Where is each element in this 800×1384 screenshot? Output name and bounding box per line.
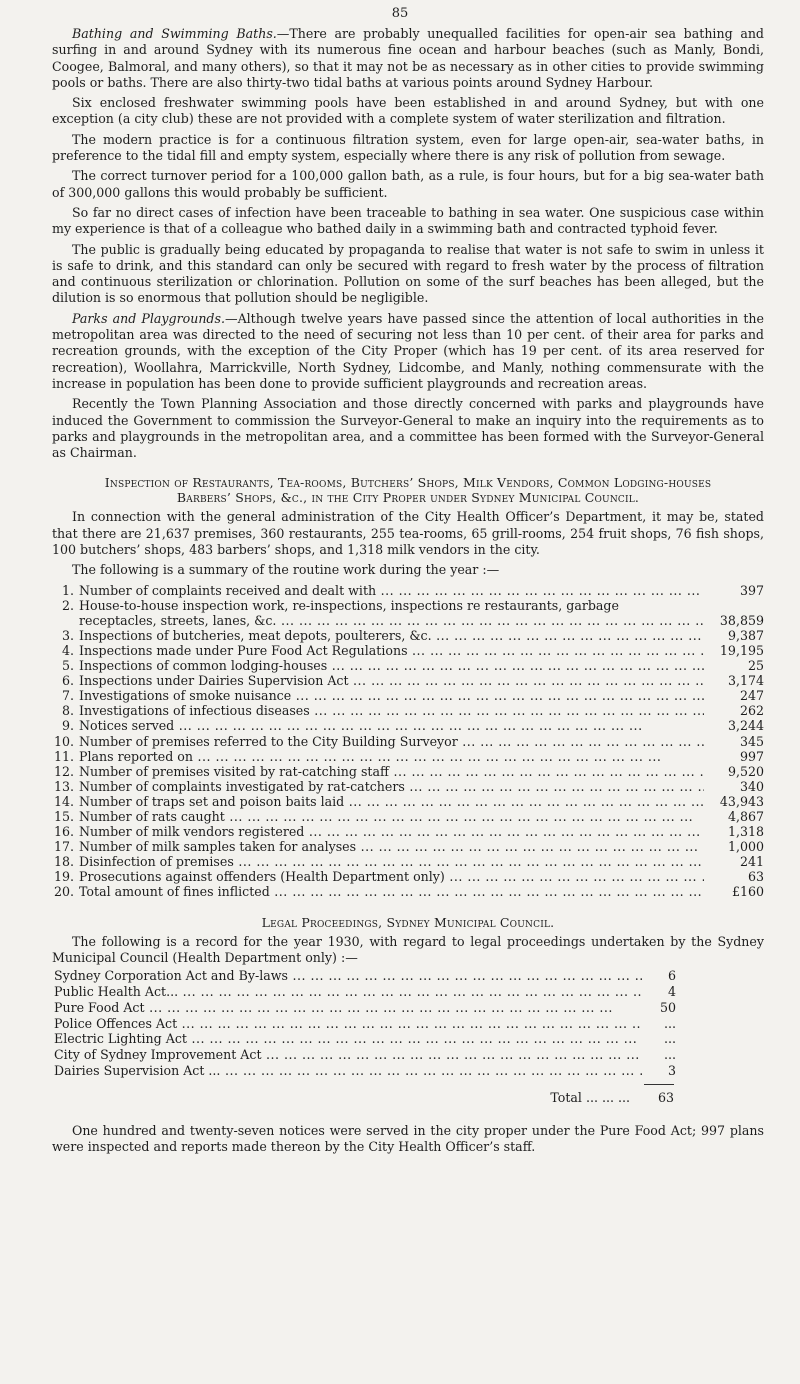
row-value: 25 <box>747 658 764 674</box>
legal-row <box>54 968 676 984</box>
summary-row <box>52 658 764 673</box>
row-number: 17. <box>53 839 74 855</box>
legal-act-value: 3 <box>667 1062 676 1078</box>
summary-row <box>52 824 764 839</box>
legal-act-value: ... <box>663 1015 676 1031</box>
summary-row <box>52 718 764 733</box>
row-value: 3,174 <box>727 673 764 689</box>
row-number: 9. <box>61 718 74 734</box>
summary-intro: The following is a summary of the routine work during the year :— <box>72 562 500 578</box>
row-label: Inspections of butcheries, meat depots, poulterers, &c. ... <box>79 628 704 643</box>
legal-row <box>54 1047 676 1063</box>
legal-act-label: Pure Food Act ... <box>54 1000 642 1016</box>
legal-row <box>54 1063 676 1079</box>
summary-row <box>52 734 764 749</box>
summary-row <box>52 583 764 598</box>
row-label: Disinfection of premises ... <box>79 854 704 869</box>
paragraph: The public is gradually being educated by propaganda to realise that water is not safe to swim in unless it is safe to drink, and this standard can only be secured with regard to fresh water by the process of filtration and continuous sterilization or chlorination. Pollution on some of the surf beaches has been alleged, but the dilution is so enormous that pollution should be negligible. <box>52 241 764 306</box>
row-value: 19,195 <box>719 642 764 658</box>
row-label: Number of complaints investigated by rat-catchers ... <box>79 779 704 794</box>
legal-act-label: Police Offences Act ... <box>54 1016 642 1032</box>
row-label: Number of milk vendors registered ... <box>79 824 704 839</box>
paragraph-bathing <box>52 26 764 91</box>
section-title-bathing: Bathing and Swimming Baths. <box>72 26 277 41</box>
paragraph-parks <box>52 311 764 392</box>
parks-text: —Although twelve years have passed since the attention of local authorities in the metropolitan area was directed to the need of securing not less than 10 per cent. of their area for parks and recreation grounds, with the exception of the City Proper (which has 19 per cent. of its area reserved for recreation), Woollahra, Marrickville, North Sydney, Lidcombe, and Manly, nothing commensurate with the increase in population has been done to provide sufficient playgrounds and recreation areas. <box>52 310 764 391</box>
row-value: 262 <box>739 703 764 719</box>
row-number: 10. <box>53 733 74 749</box>
row-label: Plans reported on ... <box>79 749 704 764</box>
row-value: 9,520 <box>727 763 764 779</box>
summary-row <box>52 794 764 809</box>
summary-row-continuation <box>52 613 764 628</box>
row-value: £160 <box>731 884 764 900</box>
summary-row <box>52 884 764 899</box>
row-label: House-to-house inspection work, re-inspections, inspections re restaurants, garbage <box>79 597 619 613</box>
row-number: 14. <box>53 793 74 809</box>
row-number: 2. <box>61 597 74 613</box>
legal-act-label: Dairies Supervision Act ... ... <box>54 1063 642 1079</box>
total-rule <box>644 1084 674 1085</box>
row-value: 997 <box>739 748 764 764</box>
row-number: 18. <box>53 854 74 870</box>
row-number: 13. <box>53 778 74 794</box>
row-label: Notices served ... <box>79 718 704 733</box>
paragraph: So far no direct cases of infection have been traceable to bathing in sea water. One suspicious case within my experience is that of a colleague who bathed daily in a swimming bath and contracted typhoid fever. <box>52 204 764 237</box>
row-number: 7. <box>61 688 74 704</box>
summary-row <box>52 779 764 794</box>
row-value: 3,244 <box>727 718 764 734</box>
row-value: 247 <box>739 688 764 704</box>
legal-heading: Legal Proceedings, Sydney Municipal Council. <box>261 914 555 930</box>
row-number: 15. <box>53 809 74 825</box>
legal-act-value: 4 <box>667 983 676 999</box>
legal-total-value: 63 <box>657 1089 674 1105</box>
row-value: 241 <box>739 854 764 870</box>
legal-act-label: Electric Lighting Act ... <box>54 1031 642 1047</box>
row-label: Number of premises visited by rat-catching staff ... <box>79 764 704 779</box>
row-value: 63 <box>747 869 764 885</box>
inspection-intro: In connection with the general administration of the City Health Officer’s Department, it may be, stated that there are 21,637 premises, 360 restaurants, 255 tea-rooms, 65 grill-rooms, 254 fruit shops, 76 fish shops, 100 butchers’ shops, 483 barbers’ shops, and 1,318 milk vendors in the city. <box>52 509 764 558</box>
summary-row <box>52 598 764 613</box>
row-label: Number of rats caught ... <box>79 809 704 824</box>
row-label-continued: receptacles, streets, lanes, &c. ... <box>79 613 704 628</box>
row-number: 16. <box>53 824 74 840</box>
summary-row <box>52 643 764 658</box>
row-value: 4,867 <box>727 809 764 825</box>
legal-row <box>54 1031 676 1047</box>
row-number: 3. <box>61 627 74 643</box>
row-number: 4. <box>61 642 74 658</box>
row-number: 11. <box>53 748 74 764</box>
summary-row <box>52 869 764 884</box>
inspection-heading-line1: Inspection of Restaurants, Tea-rooms, Butchers’ Shops, Milk Vendors, Common Lodging-houses <box>104 475 712 491</box>
summary-row <box>52 854 764 869</box>
legal-act-value: ... <box>663 1047 676 1063</box>
legal-act-label: Public Health Act... ... <box>54 984 642 1000</box>
paragraph: The modern practice is for a continuous filtration system, even for large open-air, sea-water baths, in preference to the tidal fill and empty system, especially where there is any risk of pollution from sewage. <box>52 131 764 164</box>
closing-paragraph: One hundred and twenty-seven notices were served in the city proper under the Pure Food Act; 997 plans were inspected and reports made thereon by the City Health Officer’s staff. <box>52 1122 764 1155</box>
row-label: Number of milk samples taken for analyses ... <box>79 839 704 854</box>
summary-row <box>52 688 764 703</box>
inspection-heading-line2: Barbers’ Shops, &c., in the City Proper under Sydney Municipal Council. <box>176 490 640 506</box>
inspection-heading <box>52 475 764 505</box>
summary-row <box>52 673 764 688</box>
row-number: 19. <box>53 869 74 885</box>
row-value: 340 <box>739 778 764 794</box>
page-number: 85 <box>391 6 409 21</box>
row-number: 6. <box>61 673 74 689</box>
paragraph: Six enclosed freshwater swimming pools have been established in and around Sydney, but with one exception (a city club) these are not provided with a complete system of water sterilization and filtration. <box>52 95 764 127</box>
row-value: 38,859 <box>719 612 764 628</box>
bathing-text: —There are probably unequalled facilities for open-air sea bathing and surfing in and around Sydney with its numerous fine ocean and harbour beaches (such as Manly, Bondi, Coogee, Balmoral, and many others), so that it may not be as necessary as in other cities to provide swimming pools or baths. There are also thirty-two tidal baths at various points around Sydney Harbour. <box>52 26 764 90</box>
paragraph: The correct turnover period for a 100,000 gallon bath, as a rule, is four hours, but for a big sea-water bath of 300,000 gallons this would probably be sufficient. <box>52 168 764 200</box>
row-number: 8. <box>61 703 74 719</box>
summary-row <box>52 839 764 854</box>
row-value: 9,387 <box>727 627 764 643</box>
summary-row <box>52 628 764 643</box>
row-value: 1,318 <box>727 824 764 840</box>
row-number: 5. <box>61 658 74 674</box>
legal-total-row <box>52 1089 674 1107</box>
row-label: Number of traps set and poison baits laid ... <box>79 794 704 809</box>
summary-row <box>52 809 764 824</box>
legal-proceedings-list <box>54 968 676 1079</box>
legal-act-label: City of Sydney Improvement Act ... <box>54 1047 642 1063</box>
summary-row <box>52 703 764 718</box>
row-label: Investigations of infectious diseases ... <box>79 703 704 718</box>
legal-act-label: Sydney Corporation Act and By-laws ... <box>54 968 642 984</box>
inspection-summary-list <box>52 583 764 900</box>
row-label: Inspections of common lodging-houses ... <box>79 658 704 673</box>
row-number: 12. <box>53 763 74 779</box>
paragraph: Recently the Town Planning Association and those directly concerned with parks and playgrounds have induced the Government to commission the Surveyor-General to make an inquiry into the requirements as to parks and playgrounds in the metropolitan area, and a committee has been formed with the Surveyor-General as Chairman. <box>52 396 764 461</box>
row-value: 397 <box>739 582 764 598</box>
row-label: Number of premises referred to the City Building Surveyor ... <box>79 734 704 749</box>
legal-act-value: ... <box>663 1031 676 1047</box>
legal-row <box>54 984 676 1000</box>
page-body <box>52 26 764 1155</box>
row-label: Prosecutions against offenders (Health Department only) ... <box>79 869 704 884</box>
row-number: 20. <box>53 884 74 900</box>
legal-intro: The following is a record for the year 1930, with regard to legal proceedings undertaken by the Sydney Municipal Council (Health Department only) :— <box>52 933 764 965</box>
legal-act-value: 50 <box>659 999 676 1015</box>
row-label: Investigations of smoke nuisance ... <box>79 688 704 703</box>
legal-act-value: 6 <box>667 968 676 984</box>
row-label: Total amount of fines inflicted ... <box>79 884 704 899</box>
summary-row <box>52 764 764 779</box>
section-title-parks: Parks and Playgrounds. <box>72 310 225 326</box>
legal-total-label: Total ... ... ... <box>550 1089 630 1105</box>
row-label: Inspections made under Pure Food Act Regulations ... <box>79 643 704 658</box>
row-label: Number of complaints received and dealt with ... <box>79 583 704 598</box>
row-value: 43,943 <box>719 793 764 809</box>
legal-row <box>54 1000 676 1016</box>
row-label: Inspections under Dairies Supervision Act ... <box>79 673 704 688</box>
row-value: 1,000 <box>727 839 764 855</box>
summary-row <box>52 749 764 764</box>
row-number: 1. <box>61 582 74 598</box>
row-value: 345 <box>739 733 764 749</box>
legal-row <box>54 1016 676 1032</box>
